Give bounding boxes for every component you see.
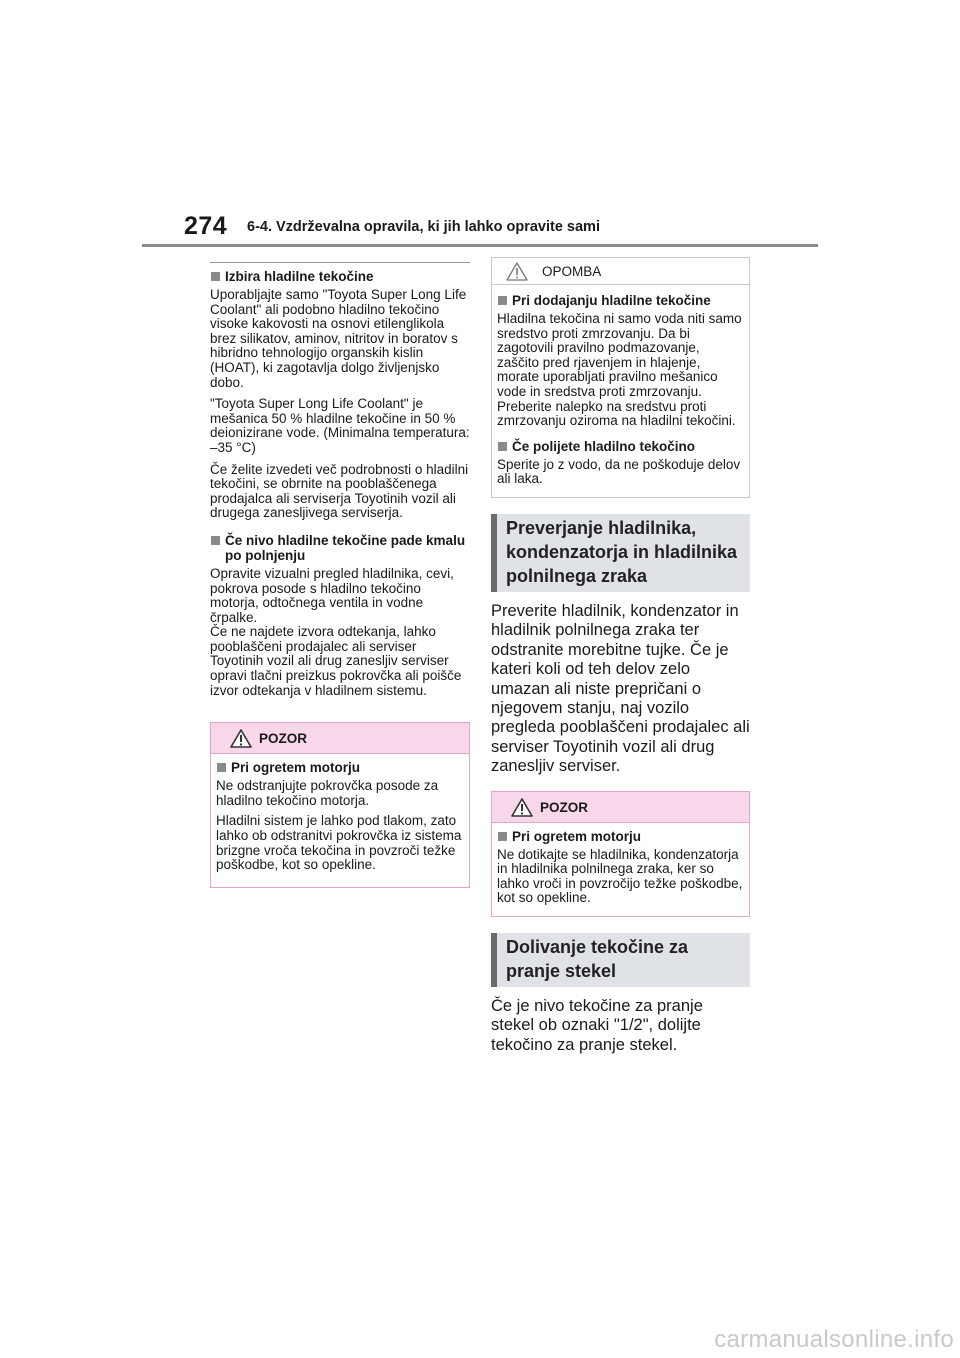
warning-triangle-icon	[230, 729, 252, 748]
square-bullet-icon	[211, 272, 220, 281]
square-bullet-icon	[498, 296, 507, 305]
page-header	[0, 0, 960, 250]
caution-heading: Pri ogretem motorju	[216, 760, 463, 775]
paragraph: Ne dotikajte se hladilnika, kondenzatorja in hladilnika polnilnega zraka, ker so lahko vroči in povzročijo težke poškodbe, kot so opekline.	[497, 846, 743, 906]
caution-box	[491, 791, 750, 917]
subsection-heading-level-drop: Če nivo hladilne tekočine pade kmalu po polnjenju	[210, 533, 470, 563]
section-banner-radiator-check	[491, 514, 750, 592]
caution-header	[211, 723, 469, 754]
body-paragraph: Če je nivo tekočine za pranje stekel ob oznaki "1/2", dolijte tekočino za pranje stekel.	[491, 996, 703, 1054]
paragraph: Ne odstranjujte pokrovčka posode za hladilno tekočino motorja.	[216, 778, 439, 808]
paragraph: Če ne najdete izvora odtekanja, lahko pooblaščeni prodajalec ali serviser Toyotinih vozil ali drug zanesljiv serviser opravi tlačni preizkus pokrovčka ali poišče izvor odtekanja v hladilnem sistemu.	[210, 624, 462, 698]
square-bullet-icon	[217, 763, 226, 772]
subsection-divider	[210, 262, 470, 263]
notice-box	[491, 257, 750, 498]
notice-triangle-icon	[506, 262, 528, 281]
paragraph: Opravite vizualni pregled hladilnika, cevi, pokrova posode s hladilno tekočino motorja, odtočnega ventila in vodne črpalke.	[210, 565, 454, 625]
paragraph: "Toyota Super Long Life Coolant" je mešanica 50 % hladilne tekočine in 50 % deionizirane vode. (Minimalna temperatura: –35 °C)	[210, 396, 470, 455]
warning-triangle-icon	[511, 798, 533, 817]
section-title: 6-4. Vzdrževalna opravila, ki jih lahko opravite sami	[247, 219, 600, 235]
section-banner-washer-fluid	[491, 933, 750, 987]
notice-heading-spill: Če polijete hladilno tekočino	[497, 439, 743, 454]
section-heading: Preverjanje hladilnika, kondenzatorja in hladilnika polnilnega zraka	[506, 517, 738, 586]
subsection-heading-coolant-select: Izbira hladilne tekočine	[210, 269, 470, 284]
section-heading: Dolivanje tekočine za pranje stekel	[506, 936, 689, 981]
notice-heading-adding: Pri dodajanju hladilne tekočine	[497, 293, 743, 308]
caution-heading: Pri ogretem motorju	[497, 829, 743, 844]
square-bullet-icon	[211, 536, 220, 545]
paragraph: Hladilni sistem je lahko pod tlakom, zato lahko ob odstranitvi pokrovčka iz sistema brizgne vroča tekočina in povzroči težke poškodbe, kot so opekline.	[216, 813, 462, 873]
body-paragraph: Preverite hladilnik, kondenzator in hladilnik polnilnega zraka ter odstranite morebitne tujke. Če je kateri koli od teh delov zelo umazan ali niste prepričani o njegovem stanju, naj vozilo pregleda pooblaščeni prodajalec ali serviser Toyotinih vozil ali drug zanesljiv serviser.	[491, 601, 750, 776]
caution-box	[210, 722, 470, 888]
square-bullet-icon	[498, 442, 507, 451]
caution-label: POZOR	[259, 731, 308, 747]
paragraph: Sperite jo z vodo, da ne poškoduje delov ali laka.	[497, 456, 741, 487]
square-bullet-icon	[498, 832, 507, 841]
left-column	[210, 262, 470, 888]
right-column	[491, 257, 750, 1055]
watermark: carmanualsonline.info	[714, 1326, 954, 1353]
notice-label: OPOMBA	[542, 264, 602, 279]
caution-header	[492, 792, 749, 823]
paragraph: Če želite izvedeti več podrobnosti o hladilni tekočini, se obrnite na pooblaščenega prodajalca ali serviserja Toyotinih vozil ali drugega zanesljivega serviserja.	[210, 461, 469, 521]
page-number: 274	[184, 212, 228, 240]
header-divider	[142, 244, 818, 247]
paragraph: Hladilna tekočina ni samo voda niti samo sredstvo proti zmrzovanju. Da bi zagotovili pravilno podmazovanje, zaščito pred rjavenjem in hlajenje, morate uporabljati pravilno mešanico vode in sredstva proti zmrzovanju. Preberite nalepko na sredstvu proti zmrzovanju oziroma na hladilni tekočini.	[497, 311, 742, 429]
notice-header	[492, 258, 749, 285]
paragraph: Uporabljajte samo "Toyota Super Long Life Coolant" ali podobno hladilno tekočino visoke kakovosti na osnovi etilenglikola brez silikatov, aminov, nitritov in boratov s hibridno tehnologijo organskih kislin (HOAT), ki zagotavlja dolgo življenjsko dobo.	[210, 287, 467, 390]
caution-label: POZOR	[540, 799, 589, 815]
